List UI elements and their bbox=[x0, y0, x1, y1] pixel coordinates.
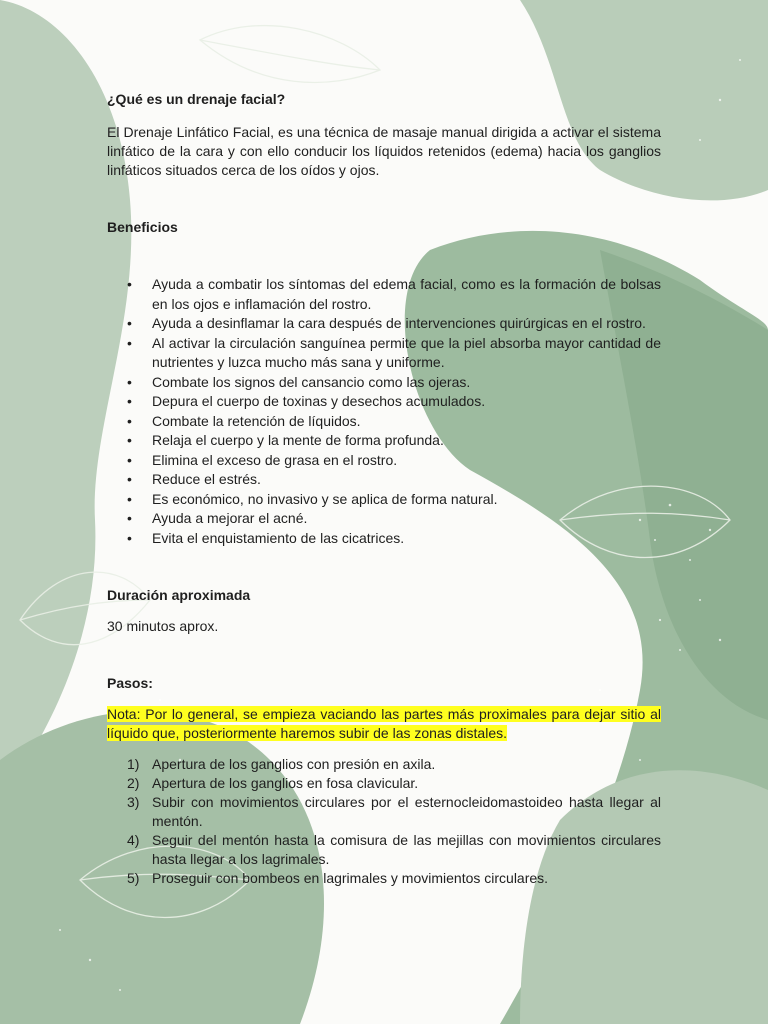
step-text: Subir con movimientos circulares por el esternocleidomastoideo hasta llegar al mentón. bbox=[152, 794, 661, 829]
note-highlight: Nota: Por lo general, se empieza vaciando las partes más proximales para dejar sitio al líquido que, posteriormente haremos subir de las zonas distales. bbox=[107, 706, 661, 741]
section-title-steps: Pasos: bbox=[107, 675, 153, 691]
benefits-list bbox=[107, 275, 661, 548]
step-number: 1) bbox=[127, 756, 140, 772]
list-item: • Evita el enquistamiento de las cicatrices. bbox=[107, 529, 661, 549]
step-text: Apertura de los ganglios con presión en axila. bbox=[152, 756, 436, 772]
list-item: • Combate la retención de líquidos. bbox=[107, 412, 661, 432]
list-item: • Ayuda a combatir los síntomas del edema facial, como es la formación de bolsas en los ojos e inflamación del rostro. bbox=[107, 275, 661, 314]
list-item: • Ayuda a mejorar el acné. bbox=[107, 509, 661, 529]
list-item: • Relaja el cuerpo y la mente de forma profunda. bbox=[107, 431, 661, 451]
step-text: Proseguir con bombeos en lagrimales y movimientos circulares. bbox=[152, 870, 549, 886]
section-title-benefits: Beneficios bbox=[107, 219, 178, 235]
list-item bbox=[107, 793, 661, 831]
list-item bbox=[107, 869, 661, 888]
list-item bbox=[107, 831, 661, 869]
list-item: • Es económico, no invasivo y se aplica de forma natural. bbox=[107, 490, 661, 510]
list-item: • Elimina el exceso de grasa en el rostro. bbox=[107, 451, 661, 471]
list-item: • Ayuda a desinflamar la cara después de intervenciones quirúrgicas en el rostro. bbox=[107, 314, 661, 334]
section-title-what: ¿Qué es un drenaje facial? bbox=[107, 91, 286, 107]
step-text: Seguir del mentón hasta la comisura de las mejillas con movimientos circulares hasta llegar a los lagrimales. bbox=[152, 832, 661, 867]
list-item: • Combate los signos del cansancio como las ojeras. bbox=[107, 373, 661, 393]
section-title-duration: Duración aproximada bbox=[107, 587, 251, 603]
leaf-outline-top bbox=[200, 26, 380, 83]
step-text: Apertura de los ganglios en fosa clavicular. bbox=[152, 775, 419, 791]
steps-list bbox=[107, 755, 661, 888]
list-item: • Reduce el estrés. bbox=[107, 470, 661, 490]
duration-value: 30 minutos aprox. bbox=[107, 618, 219, 634]
step-number: 4) bbox=[127, 832, 140, 848]
step-number: 3) bbox=[127, 794, 140, 810]
list-item bbox=[107, 755, 661, 774]
step-number: 2) bbox=[127, 775, 140, 791]
intro-paragraph: El Drenaje Linfático Facial, es una técnica de masaje manual dirigida a activar el sistema linfático de la cara y con ello conducir los líquidos retenidos (edema) hacia los ganglios linfáticos situados cerca de los oídos y ojos. bbox=[107, 124, 661, 178]
list-item: • Al activar la circulación sanguínea permite que la piel absorba mayor cantidad de nutrientes y luzca mucho más sana y uniforme. bbox=[107, 334, 661, 373]
note-paragraph bbox=[107, 705, 661, 743]
step-number: 5) bbox=[127, 870, 140, 886]
document-content bbox=[107, 90, 661, 888]
list-item bbox=[107, 774, 661, 793]
list-item: • Depura el cuerpo de toxinas y desechos acumulados. bbox=[107, 392, 661, 412]
